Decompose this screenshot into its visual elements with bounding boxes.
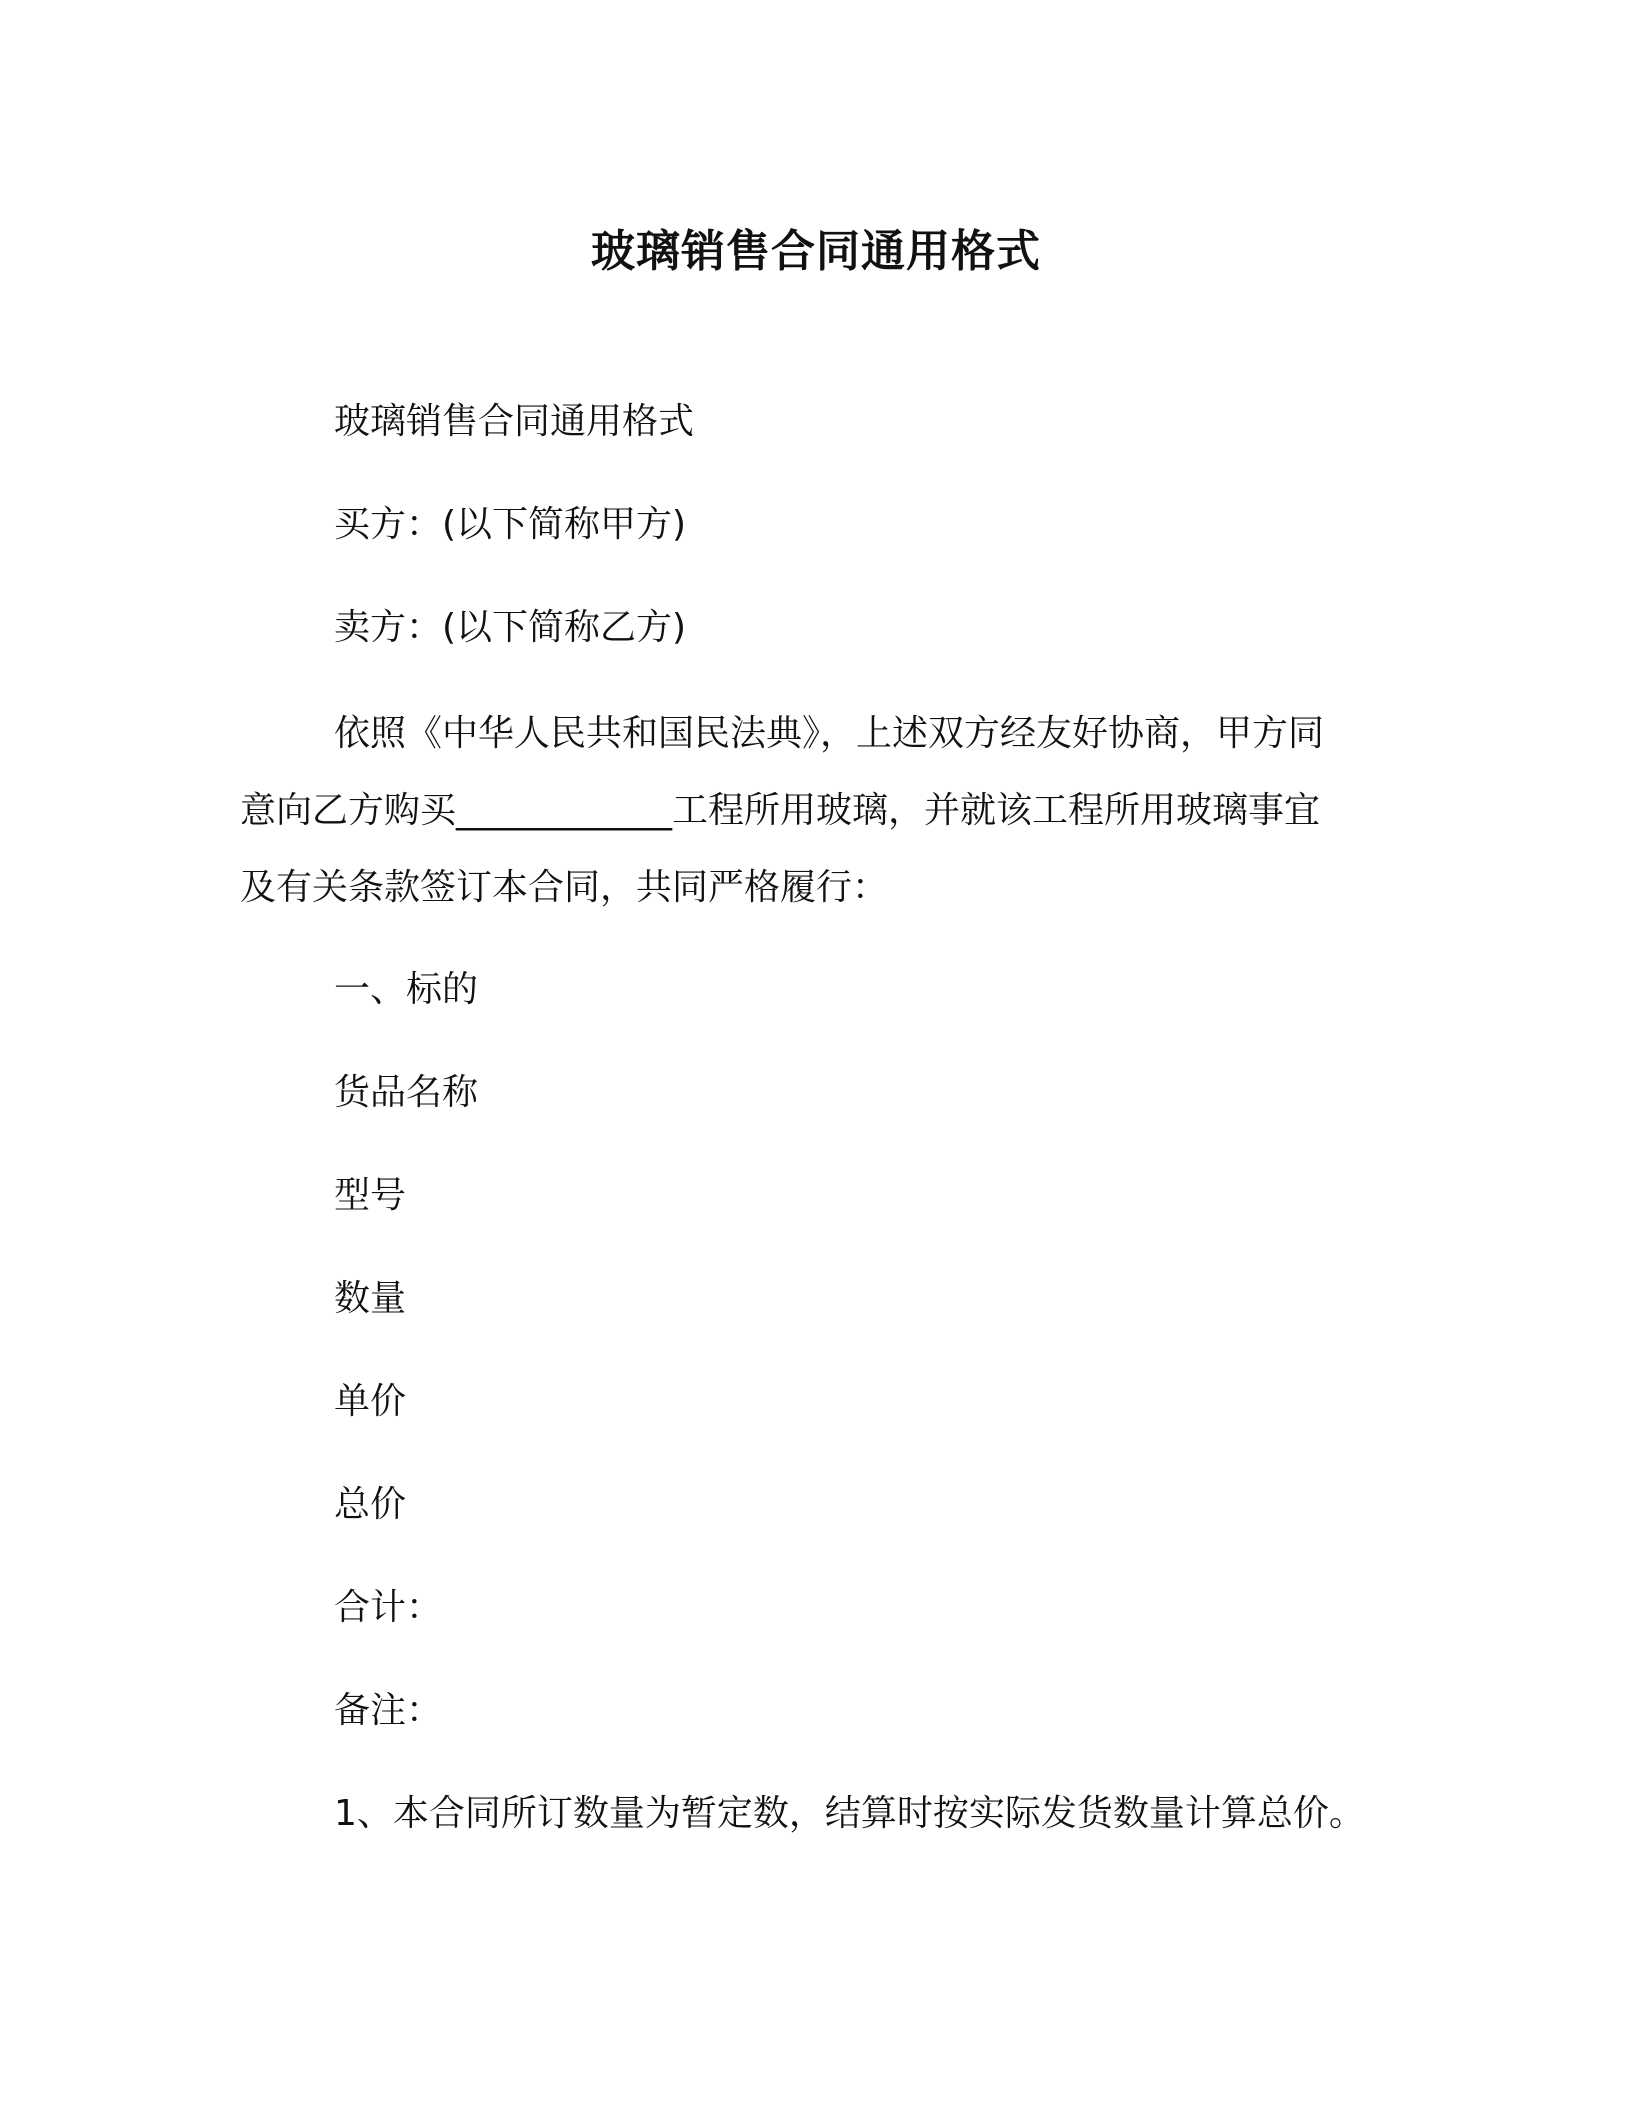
document-title: 玻璃销售合同通用格式 bbox=[591, 226, 1041, 277]
field-model: 型号 bbox=[334, 1175, 407, 1216]
intro-line: 及有关条款签订本合同，共同严格履行： bbox=[240, 867, 889, 908]
field-product-name: 货品名称 bbox=[334, 1072, 479, 1113]
intro-line: 意向乙方购买____________工程所用玻璃，并就该工程所用玻璃事宜 bbox=[240, 790, 1321, 831]
field-remarks: 备注： bbox=[334, 1690, 443, 1731]
section-heading-subject: 一、标的 bbox=[334, 969, 479, 1010]
note-1: 1、本合同所订数量为暂定数，结算时按实际发货数量计算总价。 bbox=[334, 1793, 1365, 1834]
buyer-line: 买方：(以下简称甲方) bbox=[334, 504, 687, 545]
intro-line: 依照《中华人民共和国民法典》，上述双方经友好协商，甲方同 bbox=[334, 713, 1325, 754]
field-sum: 合计： bbox=[334, 1587, 443, 1628]
field-quantity: 数量 bbox=[334, 1278, 407, 1319]
field-total-price: 总价 bbox=[334, 1484, 407, 1525]
document-subtitle: 玻璃销售合同通用格式 bbox=[334, 401, 695, 442]
field-unit-price: 单价 bbox=[334, 1381, 407, 1422]
intro-paragraph bbox=[240, 695, 1380, 926]
seller-line: 卖方：(以下简称乙方) bbox=[334, 607, 687, 648]
